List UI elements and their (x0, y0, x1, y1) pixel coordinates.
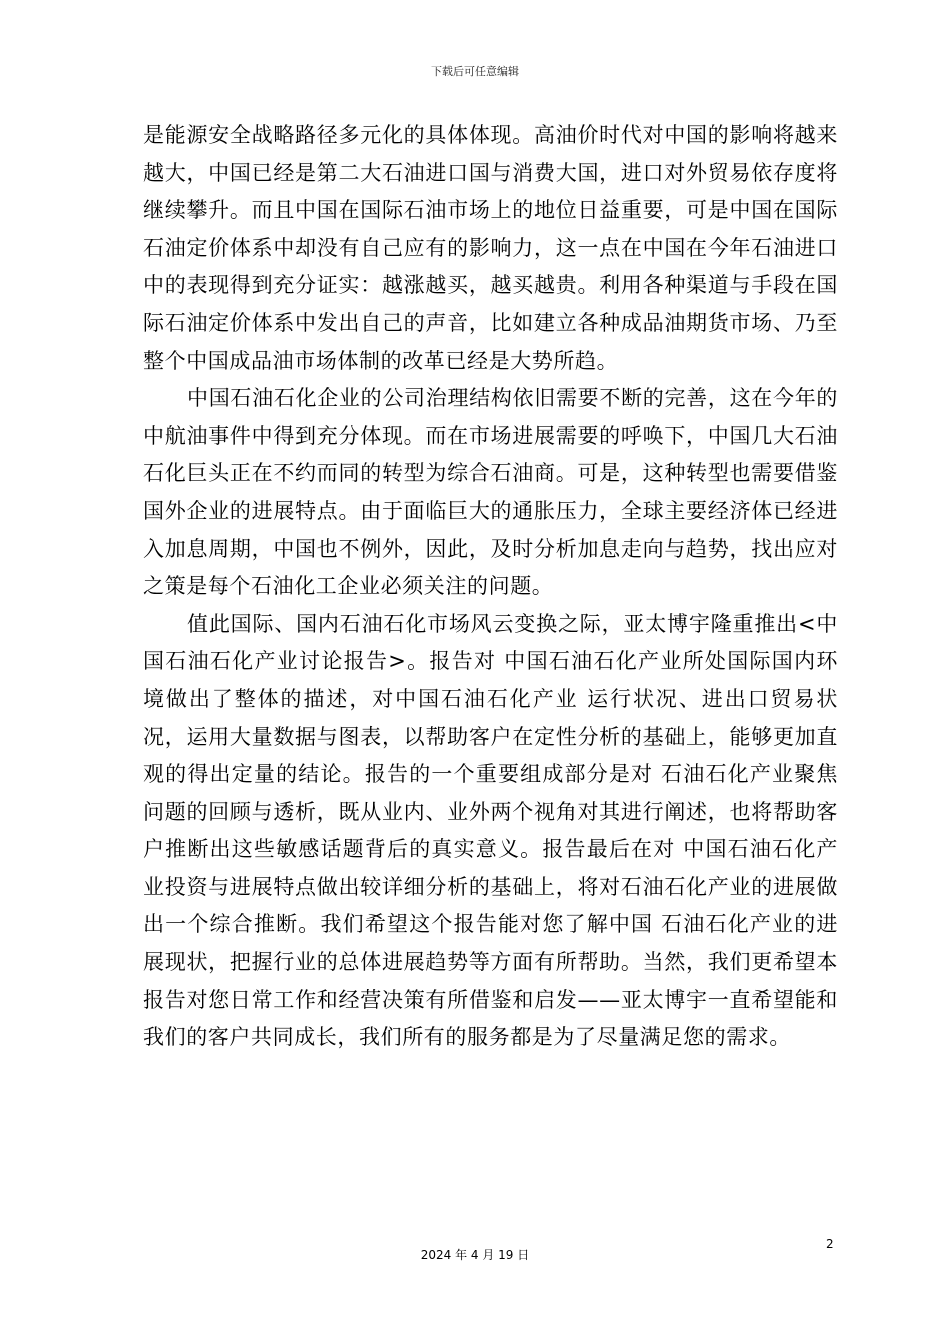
footer-date: 2024 年 4 月 19 日 (420, 1248, 530, 1262)
page-header: 下载后可任意编辑 (431, 65, 519, 78)
paragraph-energy-security: 是能源安全战略路径多元化的具体体现。高油价时代对中国的影响将越来越大，中国已经是第二大石油进口国与消费大国，进口对外贸易依存度将继续攀升。而且中国在国际石油市场上的地位日益重要，可是中国在国际石油定价体系中却没有自己应有的影响力，这一点在中国在今年石油进口中的表现得到充分证实：越涨越买，越买越贵。利用各种渠道与手段在国际石油定价体系中发出自己的声音，比如建立各种成品油期货市场、乃至整个中国成品油市场体制的改革已经是大势所趋。 (143, 123, 838, 373)
document-body (143, 117, 838, 1057)
paragraph-report-introduction: 值此国际、国内石油石化市场风云变换之际，亚太博宇隆重推出<中国石油石化产业讨论报告>。报告对 中国石油石化产业所处国际国内环境做出了整体的描述，对中国石油石化产业 运行状况、进出口贸易状况，运用大量数据与图表，以帮助客户在定性分析的基础上，能够更加直观的得出定量的结论。报告的一个重要组成部分是对 石油石化产业聚焦问题的回顾与透析，既从业内、业外两个视角对其进行阐述，也将帮助客户推断出这些敏感话题背后的真实意义。报告最后在对 中国石油石化产业投资与进展特点做出较详细分析的基础上，将对石油石化产业的进展做出一个综合推断。我们希望这个报告能对您了解中国 石油石化产业的进展现状，把握行业的总体进展趋势等方面有所帮助。当然，我们更希望本报告对您日常工作和经营决策有所借鉴和启发——亚太博宇一直希望能和我们的客户共同成长，我们所有的服务都是为了尽量满足您的需求。 (143, 611, 838, 1050)
page-number: 2 (826, 1237, 834, 1251)
paragraph-corporate-governance: 中国石油石化企业的公司治理结构依旧需要不断的完善，这在今年的中航油事件中得到充分体现。而在市场进展需要的呼唤下，中国几大石油石化巨头正在不约而同的转型为综合石油商。可是，这种转型也需要借鉴国外企业的进展特点。由于面临巨大的通胀压力，全球主要经济体已经进入加息周期，中国也不例外，因此，及时分析加息走向与趋势，找出应对之策是每个石油化工企业必须关注的问题。 (143, 386, 838, 599)
